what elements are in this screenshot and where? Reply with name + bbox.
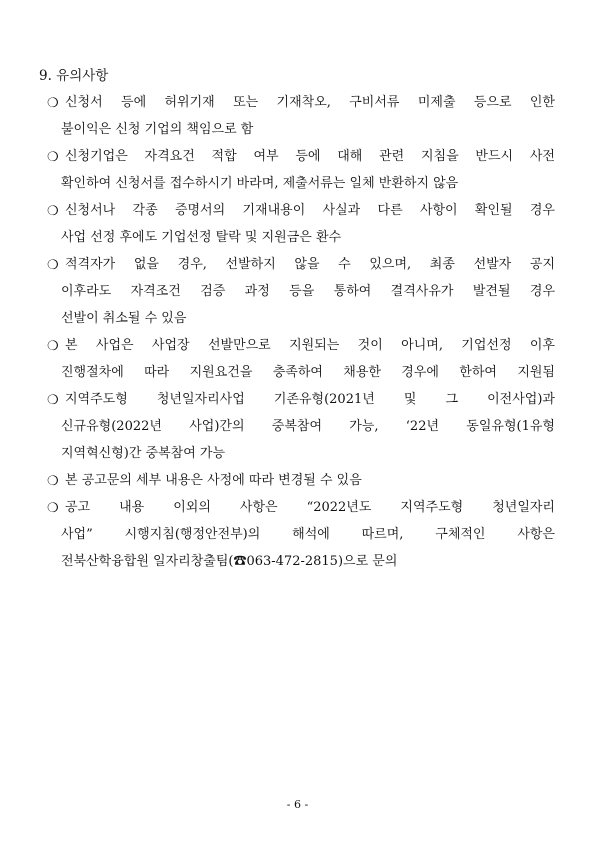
- notice-item-line: 불이익은 신청 기업의 책임으로 함: [61, 122, 254, 137]
- circle-bullet-icon: ❍: [47, 339, 59, 354]
- circle-bullet-icon: ❍: [47, 501, 59, 516]
- notice-list: [0, 93, 595, 579]
- notice-item-line: 이후라도 자격조건 검증 과정 등을 통하여 결격사유가 발견될 경우: [61, 284, 555, 299]
- notice-item-line: 신청기업은 자격요건 적합 여부 등에 대해 관련 지침을 반드시 사전: [65, 149, 555, 164]
- notice-item-line: 본 공고문의 세부 내용은 사정에 따라 변경될 수 있음: [65, 473, 362, 488]
- notice-item: [0, 255, 595, 328]
- circle-bullet-icon: ❍: [47, 258, 59, 273]
- notice-item-line: 사업” 시행지침(행정안전부)의 해석에 따르며, 구체적인 사항은: [61, 527, 555, 542]
- notice-item: [0, 201, 595, 247]
- circle-bullet-icon: ❍: [47, 150, 59, 165]
- notice-item-line: 본 사업은 사업장 선발만으로 지원되는 것이 아니며, 기업선정 이후: [65, 338, 555, 353]
- notice-item-line: 선발이 취소될 수 있음: [61, 311, 187, 326]
- notice-item-line: 신청서나 각종 증명서의 기재내용이 사실과 다른 사항이 확인될 경우: [65, 203, 555, 218]
- notice-item-line: 공고 내용 이외의 사항은 “2022년도 지역주도형 청년일자리: [65, 500, 555, 515]
- notice-item-line: 신청서 등에 허위기재 또는 기재착오, 구비서류 미제출 등으로 인한: [65, 95, 555, 110]
- section-title: 9. 유의사항: [39, 68, 109, 84]
- notice-item-line: 신규유형(2022년 사업)간의 중복참여 가능, ‘22년 동일유형(1유형: [61, 419, 555, 434]
- notice-item: [0, 336, 595, 382]
- notice-item: [0, 93, 595, 139]
- notice-item: [0, 147, 595, 193]
- circle-bullet-icon: ❍: [47, 96, 59, 111]
- notice-item-line: 지역주도형 청년일자리사업 기존유형(2021년 및 그 이전사업)과: [65, 392, 555, 407]
- notice-item-line: 적격자가 없을 경우, 선발하지 않을 수 있으며, 최종 선발자 공지: [65, 257, 555, 272]
- circle-bullet-icon: ❍: [47, 393, 59, 408]
- notice-item: [0, 498, 595, 571]
- circle-bullet-icon: ❍: [47, 474, 59, 489]
- notice-item-line: 사업 선정 후에도 기업선정 탈락 및 지원금은 환수: [61, 230, 342, 245]
- notice-item: [0, 471, 595, 490]
- circle-bullet-icon: ❍: [47, 204, 59, 219]
- notice-item-line: 확인하여 신청서를 접수하시기 바라며, 제출서류는 일체 반환하지 않음: [61, 176, 459, 191]
- notice-item-line: 진행절차에 따라 지원요건을 충족하여 채용한 경우에 한하여 지원됨: [61, 365, 555, 380]
- page-number: - 6 -: [286, 798, 309, 811]
- notice-item-line: 전북산학융합원 일자리창출팀(☎063-472-2815)으로 문의: [61, 554, 398, 569]
- notice-item-line: 지역혁신형)간 중복참여 가능: [61, 446, 226, 461]
- notice-item: [0, 390, 595, 463]
